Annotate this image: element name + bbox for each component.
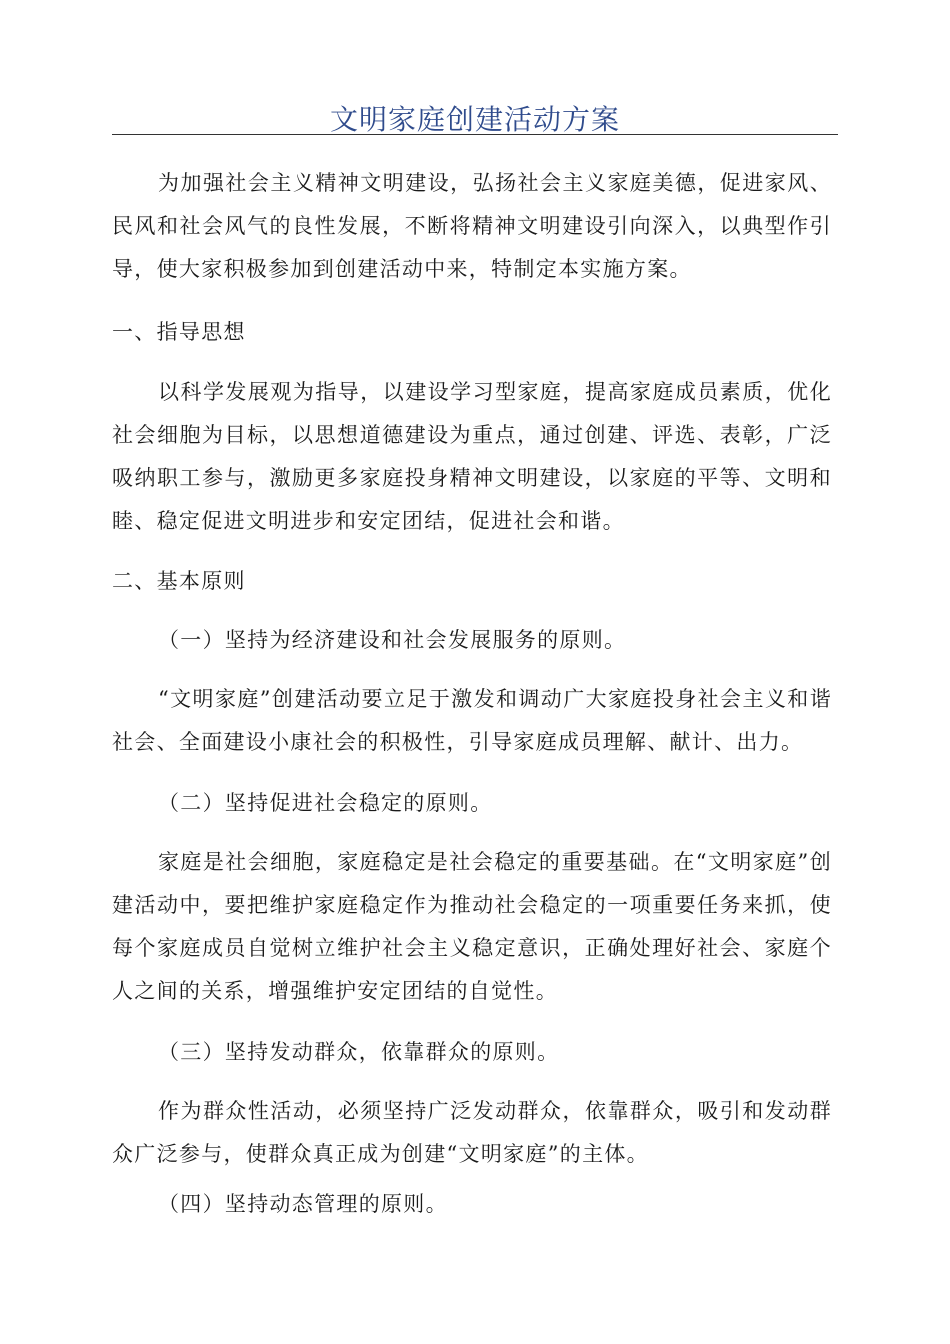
principle-3-body: 作为群众性活动，必须坚持广泛发动群众，依靠群众，吸引和发动群众广泛参与，使群众真正成为创建“文明家庭”的主体。 [112, 1099, 832, 1166]
section-1-heading: 一、指导思想 [112, 320, 246, 344]
principle-4-heading: （四）坚持动态管理的原则。 [158, 1192, 448, 1216]
section-1-body: 以科学发展观为指导，以建设学习型家庭，提高家庭成员素质，优化社会细胞为目标，以思想道德建设为重点，通过创建、评选、表彰，广泛吸纳职工参与，激励更多家庭投身精神文明建设，以家庭的平等、文明和睦、稳定促进文明进步和安定团结，促进社会和谐。 [112, 380, 832, 533]
principle-1-heading: （一）坚持为经济建设和社会发展服务的原则。 [158, 628, 627, 652]
principle-2-heading: （二）坚持促进社会稳定的原则。 [158, 791, 493, 815]
principle-3-heading: （三）坚持发动群众，依靠群众的原则。 [158, 1040, 560, 1064]
section-2-heading: 二、基本原则 [112, 569, 246, 593]
document-title: 文明家庭创建活动方案 [329, 103, 620, 136]
title-underline [112, 134, 838, 135]
principle-1-body: “文明家庭”创建活动要立足于激发和调动广大家庭投身社会主义和谐社会、全面建设小康社会的积极性，引导家庭成员理解、献计、出力。 [112, 687, 832, 754]
intro-paragraph: 为加强社会主义精神文明建设，弘扬社会主义家庭美德，促进家风、民风和社会风气的良性发展，不断将精神文明建设引向深入，以典型作引导，使大家积极参加到创建活动中来，特制定本实施方案。 [112, 171, 832, 281]
principle-2-body: 家庭是社会细胞，家庭稳定是社会稳定的重要基础。在“文明家庭”创建活动中，要把维护家庭稳定作为推动社会稳定的一项重要任务来抓，使每个家庭成员自觉树立维护社会主义稳定意识，正确处理好社会、家庭个人之间的关系，增强维护安定团结的自觉性。 [112, 850, 832, 1003]
